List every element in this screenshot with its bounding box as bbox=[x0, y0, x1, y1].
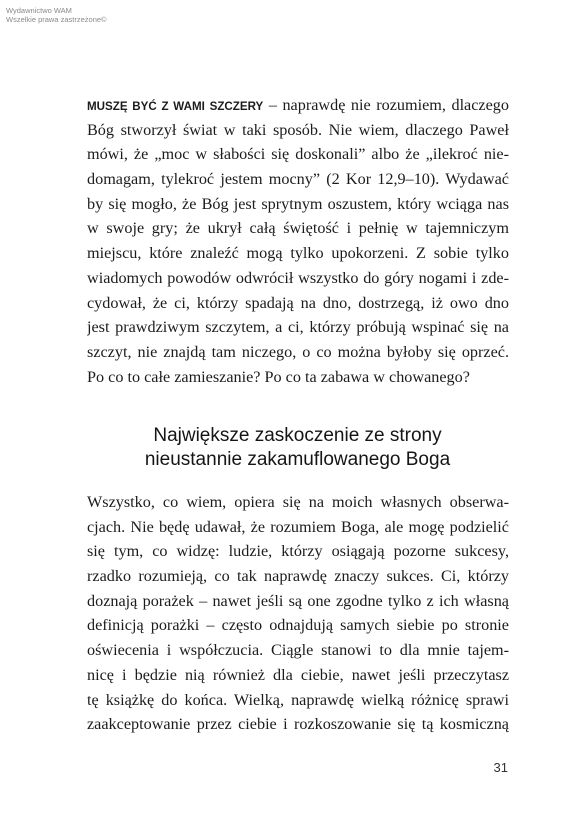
paragraph-line: jest prawdziwym szczytem, a ci, którzy próbują wspinać się na bbox=[87, 318, 509, 337]
page-number: 31 bbox=[493, 760, 508, 775]
paragraph-line: Bóg stworzył świat w taki sposób. Nie wiem, dlaczego Paweł bbox=[87, 120, 509, 139]
section-heading bbox=[60, 424, 535, 472]
watermark-rights: Wszelkie prawa zastrzeżone© bbox=[6, 15, 107, 24]
paragraph-line: tę książkę do końca. Wielką, naprawdę wielką różnicę sprawi bbox=[87, 690, 509, 709]
paragraph-line: definicją porażki – często odnajdują samych siebie po stronie bbox=[87, 616, 509, 635]
paragraph-line: domagam, tylekroć jestem mocny” (2 Kor 12,9–10). Wydawać bbox=[87, 170, 509, 189]
lead-in-small-caps: MUSZĘ BYĆ Z WAMI SZCZERY bbox=[87, 100, 264, 113]
lead-line-rest: – naprawdę nie rozumiem, dlaczego bbox=[263, 96, 509, 114]
publisher-watermark bbox=[6, 6, 107, 24]
paragraph-line: doznają porażek – nawet jeśli są one zgodne tylko z ich własną bbox=[87, 591, 509, 610]
paragraph-intro bbox=[87, 93, 509, 389]
paragraph-line: szczyt, nie znajdą tam niczego, o co można byłoby się oprzeć. bbox=[87, 342, 509, 361]
paragraph-line: miejscu, które znaleźć mogą tylko upokorzeni. Z sobie tylko bbox=[87, 244, 509, 263]
paragraph-line: zaakceptowanie przez ciebie i rozkoszowanie się tą kosmiczną bbox=[87, 715, 509, 734]
paragraph-line: się tym, co widzę: ludzie, którzy osiągają pozorne sukcesy, bbox=[87, 542, 509, 561]
heading-line-2: nieustannie zakamuflowanego Boga bbox=[144, 449, 451, 470]
paragraph-line: nicę i będzie nią również dla ciebie, nawet jeśli przeczytasz bbox=[87, 665, 509, 684]
paragraph-line: oświecenia i współczucia. Ciągle stanowi to dla mnie tajem- bbox=[87, 641, 509, 660]
paragraph-line: rzadko rozumieją, co tak naprawdę znaczy sukces. Ci, którzy bbox=[87, 567, 509, 586]
paragraph-body bbox=[87, 490, 509, 737]
paragraph-line: wiadomych powodów odwrócił wszystko do góry nogami i zde- bbox=[87, 268, 509, 287]
paragraph-line: mówi, że „moc w słabości się doskonali” albo że „ilekroć nie- bbox=[87, 145, 509, 164]
paragraph-line bbox=[87, 93, 509, 118]
paragraph-line: w swoje gry; że ukrył całą świętość i pełnię w tajemniczym bbox=[87, 219, 509, 238]
paragraph-line: Wszystko, co wiem, opiera się na moich własnych obserwa- bbox=[87, 493, 509, 511]
paragraph-line: by się mogło, że Bóg jest sprytnym oszustem, który wciąga nas bbox=[87, 194, 509, 213]
paragraph-line: cydował, że ci, którzy spadają na dno, dostrzegą, iż owo dno bbox=[87, 293, 509, 312]
paragraph-line: cjach. Nie będę udawał, że rozumiem Boga, ale mogę podzielić bbox=[87, 517, 509, 536]
paragraph-line: Po co to całe zamieszanie? Po co ta zabawa w chowanego? bbox=[87, 367, 470, 386]
heading-line-1: Największe zaskoczenie ze strony bbox=[153, 425, 442, 446]
watermark-publisher: Wydawnictwo WAM bbox=[6, 6, 72, 15]
